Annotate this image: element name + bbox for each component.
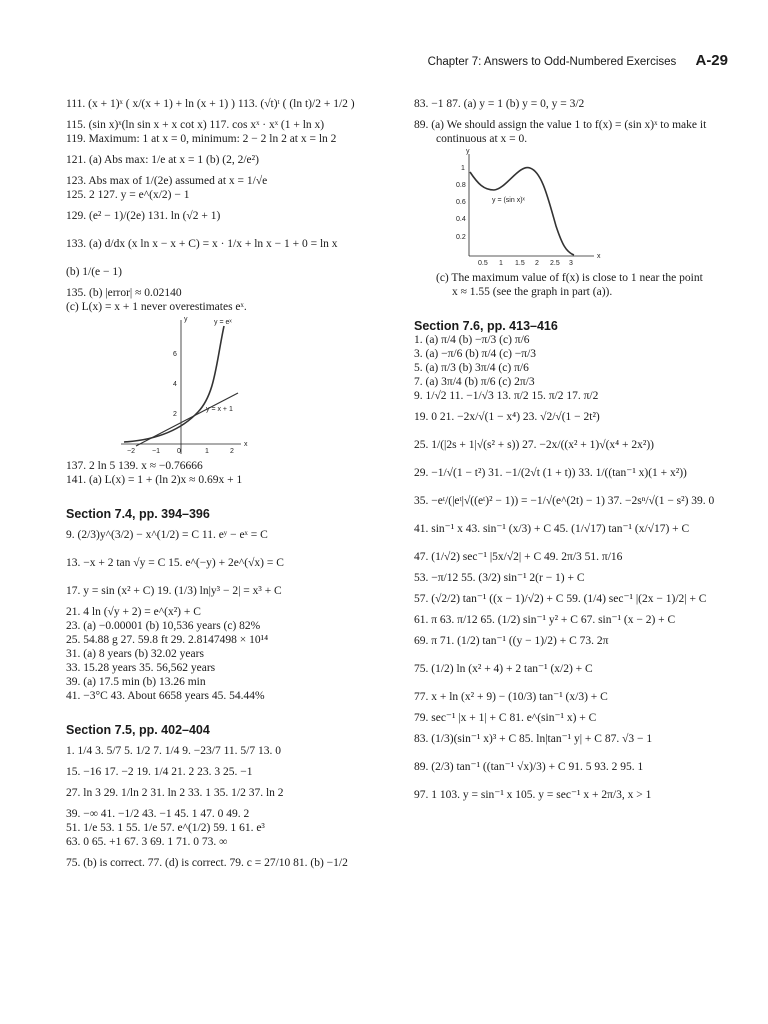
answer-line: 89. (a) We should assign the value 1 to f(x) = (sin x)ˣ to make it xyxy=(414,119,707,131)
answer-line: 75. (b) is correct. 77. (d) is correct. 79. c = 27/10 81. (b) −1/2 xyxy=(66,857,348,869)
answer-line: 83. −1 87. (a) y = 1 (b) y = 0, y = 3/2 xyxy=(414,98,585,110)
answer-line: 21. 4 ln (√y + 2) = e^(x²) + C xyxy=(66,606,201,618)
answer-line: 141. (a) L(x) = 1 + (ln 2)x ≈ 0.69x + 1 xyxy=(66,474,243,486)
answer-line: 129. (e² − 1)/(2e) 131. ln (√2 + 1) xyxy=(66,210,221,222)
answer-line: 31. (a) 8 years (b) 32.02 years xyxy=(66,648,204,660)
x-tick-group xyxy=(478,260,573,267)
answer-line: 13. −x + 2 tan √y = C 15. e^(−y) + 2e^(√x) = C xyxy=(66,557,284,569)
section-7-6-answers xyxy=(414,333,738,809)
y-tick-label: 4 xyxy=(173,381,177,388)
y-tick-label: 0.6 xyxy=(456,199,466,206)
answer-line: 23. (a) −0.00001 (b) 10,536 years (c) 82% xyxy=(66,620,261,632)
x-axis-label: x xyxy=(597,253,601,260)
answer-line: 97. 1 103. y = sin⁻¹ x 105. y = sec⁻¹ x + 2π/3, x > 1 xyxy=(414,789,652,801)
answer-line: 25. 1/(|2s + 1|√(s² + s)) 27. −2x/((x² + 1)√(x⁴ + 2x²)) xyxy=(414,439,654,451)
answers-block-mid xyxy=(66,459,386,487)
sin-power-curve xyxy=(470,168,574,255)
answer-line: 61. π 63. π/12 65. (1/2) sin⁻¹ y² + C 67. sin⁻¹ (x − 2) + C xyxy=(414,614,676,626)
exp-tangent-graph xyxy=(66,314,266,459)
x-tick-label: 1 xyxy=(499,260,503,267)
answer-line: 47. (1/√2) sec⁻¹ |5x/√2| + C 49. 2π/3 51. π/16 xyxy=(414,551,623,563)
answer-line: 9. (2/3)y^(3/2) − x^(1/2) = C 11. eʸ − eˣ = C xyxy=(66,529,268,541)
y-tick-label: 2 xyxy=(173,411,177,418)
answer-line: 33. 15.28 years 35. 56,562 years xyxy=(66,662,216,674)
answer-line: 57. (√2/2) tan⁻¹ ((x − 1)/√2) + C 59. (1/4) sec⁻¹ |(2x − 1)/2| + C xyxy=(414,593,707,605)
answer-line: 7. (a) 3π/4 (b) π/6 (c) 2π/3 xyxy=(414,376,535,388)
answer-line: 53. −π/12 55. (3/2) sin⁻¹ 2(r − 1) + C xyxy=(414,572,585,584)
page-number: A-29 xyxy=(695,52,728,69)
section-heading: Section 7.5, pp. 402–404 xyxy=(66,723,210,737)
answer-line: 119. Maximum: 1 at x = 0, minimum: 2 − 2 ln 2 at x = ln 2 xyxy=(66,133,337,145)
right-column xyxy=(414,90,738,809)
answer-line: continuous at x = 0. xyxy=(436,133,528,145)
answer-line: 63. 0 65. +1 67. 3 69. 1 71. 0 73. ∞ xyxy=(66,836,228,848)
answer-line: 111. (x + 1)ˣ ( x/(x + 1) + ln (x + 1) ) 113. (√t)ᵗ ( (ln t)/2 + 1/2 ) xyxy=(66,98,355,110)
x-tick-label: −1 xyxy=(152,448,160,455)
answer-line: 77. x + ln (x² + 9) − (10/3) tan⁻¹ (x/3) + C xyxy=(414,691,608,703)
answers-block-right-top xyxy=(414,90,738,146)
x-tick-label: 3 xyxy=(569,260,573,267)
answer-line: 3. (a) −π/6 (b) π/4 (c) −π/3 xyxy=(414,348,537,360)
answer-line: 115. (sin x)ˣ(ln sin x + x cot x) 117. cos xˣ · xˣ (1 + ln x) xyxy=(66,119,325,131)
answer-line: 5. (a) π/3 (b) 3π/4 (c) π/6 xyxy=(414,362,529,374)
x-tick-group xyxy=(127,448,234,455)
answer-line: 89. (2/3) tan⁻¹ ((tan⁻¹ √x)/3) + C 91. 5 93. 2 95. 1 xyxy=(414,761,644,773)
answer-line: 15. −16 17. −2 19. 1/4 21. 2 23. 3 25. −1 xyxy=(66,766,253,778)
answer-line: 123. Abs max of 1/(2e) assumed at x = 1/√e xyxy=(66,175,268,187)
answer-line: 39. (a) 17.5 min (b) 13.26 min xyxy=(66,676,206,688)
answer-line: 83. (1/3)(sin⁻¹ x)³ + C 85. ln|tan⁻¹ y| + C 87. √3 − 1 xyxy=(414,733,653,745)
answer-line: 69. π 71. (1/2) tan⁻¹ ((y − 1)/2) + C 73. 2π xyxy=(414,635,609,647)
chapter-title: Chapter 7: Answers to Odd-Numbered Exercises xyxy=(427,56,677,68)
x-tick-label: −2 xyxy=(127,448,135,455)
answer-line: 133. (a) d/dx (x ln x − x + C) = x · 1/x + ln x − 1 + 0 = ln x xyxy=(66,238,338,250)
x-tick-label: 0 xyxy=(177,448,181,455)
section-7-4-answers xyxy=(66,521,386,703)
y-tick-label: 6 xyxy=(173,351,177,358)
y-tick-group xyxy=(456,165,466,241)
answers-block-right-after-graph xyxy=(414,271,738,299)
y-tick-label: 0.4 xyxy=(456,216,466,223)
answer-line: 51. 1/e 53. 1 55. 1/e 57. e^(1/2) 59. 1 61. e³ xyxy=(66,822,265,834)
answer-line: (b) 1/(e − 1) xyxy=(66,266,122,278)
answer-line: 39. −∞ 41. −1/2 43. −1 45. 1 47. 0 49. 2 xyxy=(66,808,250,820)
answer-line: (c) L(x) = x + 1 never overestimates eˣ. xyxy=(66,301,247,313)
x-axis-label: x xyxy=(244,441,248,448)
x-tick-label: 0.5 xyxy=(478,260,488,267)
answer-line: 9. 1/√2 11. −1/√3 13. π/2 15. π/2 17. π/2 xyxy=(414,390,599,402)
y-tick-label: 1 xyxy=(461,165,465,172)
answers-block-top xyxy=(66,90,386,314)
answer-line: 125. 2 127. y = e^(x/2) − 1 xyxy=(66,189,190,201)
answer-line: x ≈ 1.55 (see the graph in part (a)). xyxy=(452,286,613,298)
y-tick-label: 0.8 xyxy=(456,182,466,189)
answer-line: (c) The maximum value of f(x) is close to 1 near the point xyxy=(436,272,703,284)
answer-line: 121. (a) Abs max: 1/e at x = 1 (b) (2, 2/e²) xyxy=(66,154,259,166)
answer-line: 41. −3°C 43. About 6658 years 45. 54.44% xyxy=(66,690,265,702)
left-column xyxy=(66,90,386,877)
x-tick-label: 2 xyxy=(535,260,539,267)
answer-line: 29. −1/√(1 − t²) 31. −1/(2√t (1 + t)) 33. 1/((tan⁻¹ x)(1 + x²)) xyxy=(414,467,687,479)
x-tick-label: 1.5 xyxy=(515,260,525,267)
section-heading: Section 7.4, pp. 394–396 xyxy=(66,507,210,521)
answer-line: 75. (1/2) ln (x² + 4) + 2 tan⁻¹ (x/2) + C xyxy=(414,663,593,675)
answer-line: 1. (a) π/4 (b) −π/3 (c) π/6 xyxy=(414,334,530,346)
y-tick-group xyxy=(173,351,177,418)
x-tick-label: 1 xyxy=(205,448,209,455)
answer-line: 79. sec⁻¹ |x + 1| + C 81. e^(sin⁻¹ x) + C xyxy=(414,712,597,724)
answer-line: 35. −eᵗ/(|eᵗ|√((eᵗ)² − 1)) = −1/√(e^(2t) − 1) 37. −2sⁿ/√(1 − s²) 39. 0 xyxy=(414,495,715,507)
answer-line: 19. 0 21. −2x/√(1 − x⁴) 23. √2/√(1 − 2t²) xyxy=(414,411,600,423)
answer-line: 137. 2 ln 5 139. x ≈ −0.76666 xyxy=(66,460,203,472)
answer-line: 135. (b) |error| ≈ 0.02140 xyxy=(66,287,182,299)
page-header xyxy=(428,52,728,69)
exp-curve-label: y = eˣ xyxy=(214,319,232,326)
tangent-line-label: y = x + 1 xyxy=(206,406,233,413)
y-axis-label: y xyxy=(184,316,188,323)
y-axis-label: y xyxy=(466,148,470,155)
answer-line: 25. 54.88 g 27. 59.8 ft 29. 2.8147498 × 10¹⁴ xyxy=(66,634,269,646)
answer-line: 1. 1/4 3. 5/7 5. 1/2 7. 1/4 9. −23/7 11. 5/7 13. 0 xyxy=(66,745,281,757)
section-7-5-answers xyxy=(66,737,386,877)
answer-line: 41. sin⁻¹ x 43. sin⁻¹ (x/3) + C 45. (1/√17) tan⁻¹ (x/√17) + C xyxy=(414,523,690,535)
section-heading: Section 7.6, pp. 413–416 xyxy=(414,319,558,333)
sin-power-curve-label: y = (sin x)ˣ xyxy=(492,197,525,204)
sin-power-graph xyxy=(414,146,654,271)
x-tick-label: 2 xyxy=(230,448,234,455)
tangent-line xyxy=(136,393,238,446)
x-tick-label: 2.5 xyxy=(550,260,560,267)
answer-line: 27. ln 3 29. 1/ln 2 31. ln 2 33. 1 35. 1/2 37. ln 2 xyxy=(66,787,284,799)
y-tick-label: 0.2 xyxy=(456,234,466,241)
answer-line: 17. y = sin (x² + C) 19. (1/3) ln|y³ − 2| = x³ + C xyxy=(66,585,282,597)
